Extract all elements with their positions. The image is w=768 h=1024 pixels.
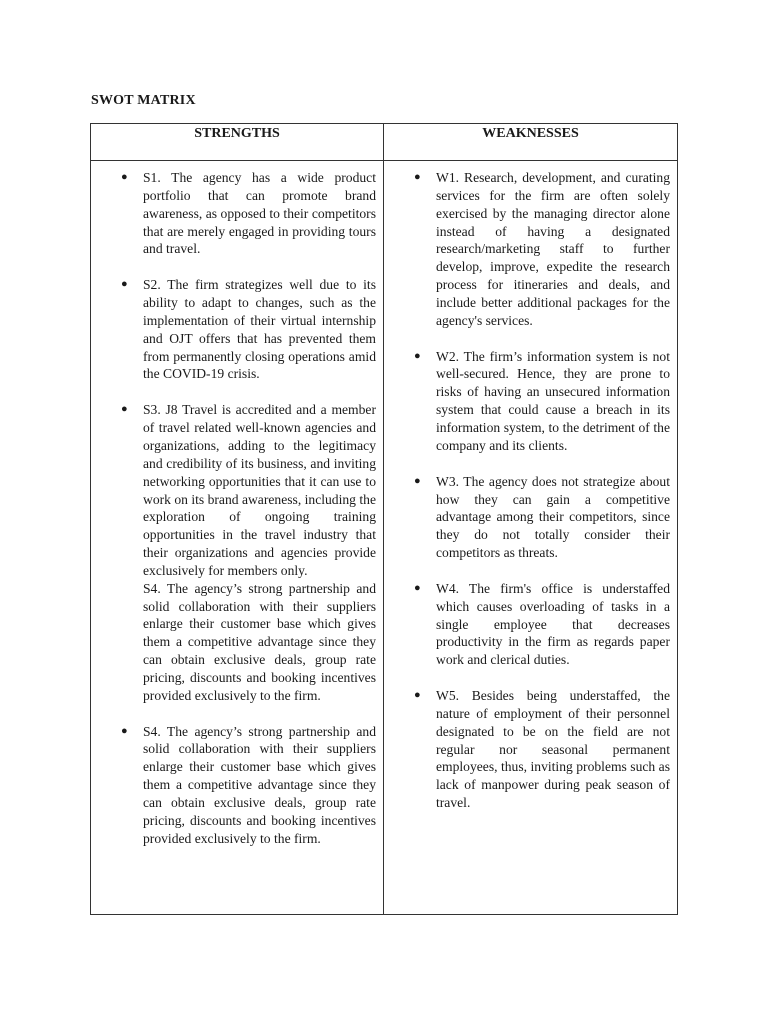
swot-table bbox=[90, 123, 678, 915]
weakness-item bbox=[414, 473, 670, 562]
strength-text: S3. J8 Travel is accredited and a member of travel related well-known agencies and organizations, adding to the legitimacy and credibility of its business, and inviting networking opportunities that it can use to work on its brand awareness, including the exploration of ongoing training opportunities in the travel industry that their organizations and agencies provide exclusively for members only. bbox=[143, 402, 376, 578]
weakness-item bbox=[414, 687, 670, 812]
strength-item bbox=[121, 276, 376, 383]
weaknesses-header: WEAKNESSES bbox=[384, 124, 678, 161]
bullet-icon: ● bbox=[121, 724, 128, 737]
bullet-icon: ● bbox=[121, 171, 128, 183]
bullet-icon: ● bbox=[414, 171, 421, 183]
weakness-item bbox=[414, 580, 670, 669]
strength-item bbox=[121, 169, 376, 258]
bullet-icon: ● bbox=[121, 403, 128, 416]
bullet-icon: ● bbox=[414, 689, 421, 702]
weakness-item bbox=[414, 348, 670, 455]
strength-item bbox=[121, 401, 376, 579]
swot-header-row bbox=[91, 124, 678, 161]
strengths-header: STRENGTHS bbox=[91, 124, 384, 161]
strength-item bbox=[121, 723, 376, 848]
bullet-icon: ● bbox=[414, 349, 421, 362]
weakness-text: W5. Besides being understaffed, the nature of employment of their personnel designated to be on the field are not regular nor seasonal permanent employees, thus, inviting problems such as lack of manpower during peak season of travel. bbox=[436, 688, 670, 811]
strength-text: S4. The agency’s strong partnership and solid collaboration with their suppliers enlarge their customer base which gives them a competitive advantage since they can obtain exclusive deals, group rate pricing, discounts and booking incentives provided exclusively to the firm. bbox=[143, 723, 376, 846]
bullet-icon: ● bbox=[414, 474, 421, 487]
document-title: SWOT MATRIX bbox=[91, 93, 196, 108]
strength-text: S2. The firm strategizes well due to its ability to adapt to changes, such as the implementation of their virtual internship and OJT offers that has prevented them from permanently closing operations amid the COVID-19 crisis. bbox=[143, 277, 376, 382]
weakness-text: W4. The firm's office is understaffed which causes overloading of tasks in a single employee that decreases productivity in the firm as regards paper work and clerical duties. bbox=[436, 580, 670, 668]
strengths-cell bbox=[91, 161, 384, 915]
weakness-text: W3. The agency does not strategize about how they can gain a competitive advantage among their competitors, since they do not totally consider their competitors as threats. bbox=[436, 473, 670, 561]
weakness-text: W2. The firm’s information system is not well-secured. Hence, they are prone to risks of having an unsecured information system that could cause a breach in its information system, to the detriment of the company and its clients. bbox=[436, 348, 670, 453]
strength-text: S1. The agency has a wide product portfolio that can promote brand awareness, as opposed to their competitors that are merely engaged in providing tours and travel. bbox=[143, 170, 376, 257]
weaknesses-cell bbox=[384, 161, 678, 915]
swot-body-row bbox=[91, 161, 678, 915]
bullet-icon: ● bbox=[121, 278, 128, 291]
bullet-icon: ● bbox=[414, 581, 421, 594]
weaknesses-list bbox=[384, 161, 677, 812]
strengths-list bbox=[91, 161, 383, 848]
weakness-item bbox=[414, 169, 670, 330]
strength-item bbox=[143, 580, 376, 705]
weakness-text: W1. Research, development, and curating services for the firm are often solely exercised by the managing director alone instead of having a designated research/marketing staff to further develop, improve, expedite the research process for itineraries and deals, and include better additional packages for the agency's services. bbox=[436, 170, 670, 328]
strength-text: S4. The agency’s strong partnership and solid collaboration with their suppliers enlarge their customer base which gives them a competitive advantage since they can obtain exclusive deals, group rate pricing, discounts and booking incentives provided exclusively to the firm. bbox=[143, 580, 376, 703]
